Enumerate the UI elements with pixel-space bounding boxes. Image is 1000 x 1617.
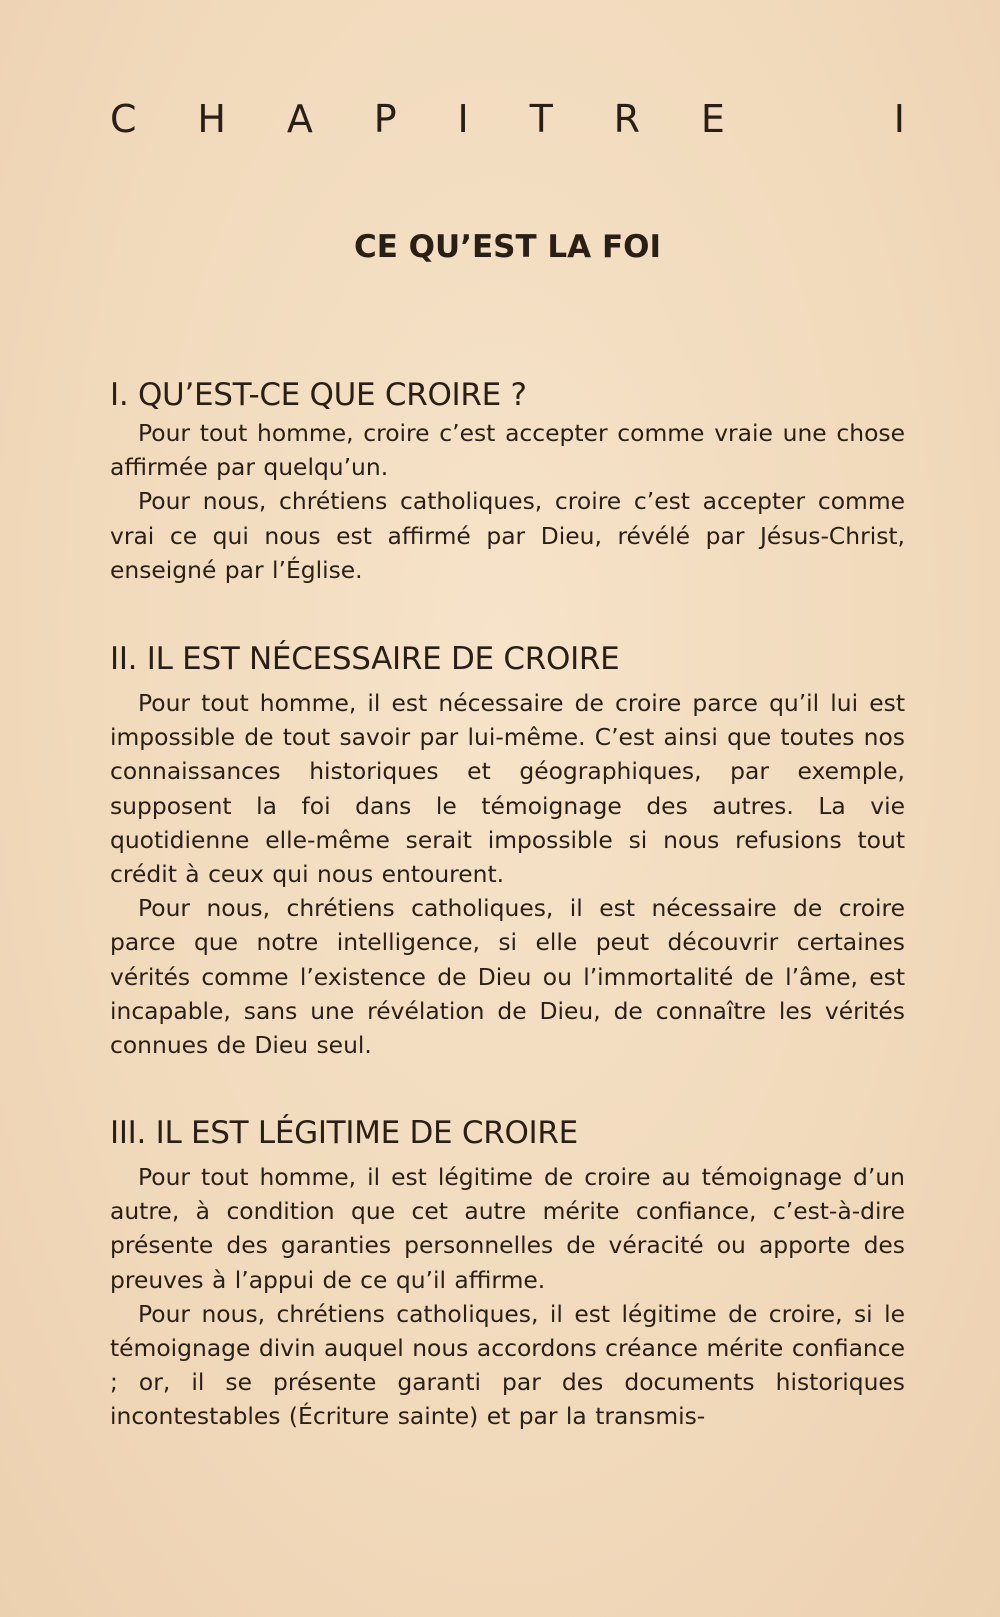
section-heading: I. QU’EST-CE QUE CROIRE ? (110, 377, 527, 413)
chapter-letter: C (110, 97, 137, 141)
paragraph: Pour nous, chrétiens catholiques, il est légitime de croire, si le témoignage divin auquel nous accordons créance mérite confiance ; or, il se présente garanti par des documents historiques incontestables (Écriture sainte) et par la transmis- (110, 1299, 905, 1431)
paragraph: Pour tout homme, il est nécessaire de croire parce qu’il lui est impossible de tout savoir par lui-même. C’est ainsi que toutes nos connaissances historiques et géographiques, par exemple, supposent la foi dans le témoignage des autres. La vie quotidienne elle-même serait impossible si nous refusions tout crédit à ceux qui nous entourent. (110, 689, 905, 889)
chapter-title: CE QU’EST LA FOI (353, 229, 662, 265)
section-necessary-to-believe (110, 640, 905, 1062)
chapter-heading (110, 97, 905, 141)
chapter-number: I (893, 97, 905, 141)
chapter-letter: T (529, 97, 553, 141)
section-heading: II. IL EST NÉCESSAIRE DE CROIRE (110, 641, 620, 677)
section-heading: III. IL EST LÉGITIME DE CROIRE (110, 1115, 578, 1151)
section-legitimate-to-believe (110, 1114, 905, 1434)
section-what-is-believing (110, 376, 905, 587)
paragraph: Pour nous, chrétiens catholiques, croire c’est accepter comme vrai ce qui nous est affirmé par Dieu, révélé par Jésus-Christ, enseigné par l’Église. (110, 487, 905, 584)
chapter-word (110, 97, 725, 141)
paragraph: Pour tout homme, il est légitime de croire au témoignage d’un autre, à condition que cet autre mérite confiance, c’est-à-dire présente des garanties personnelles de véracité ou apporte des preuves à l’appui de ce qu’il affirme. (110, 1163, 905, 1294)
paragraph: Pour nous, chrétiens catholiques, il est nécessaire de croire parce que notre intelligence, si elle peut découvrir certaines vérités comme l’existence de Dieu ou l’immortalité de l’âme, est incapable, sans une révélation de Dieu, de connaître les vérités connues de Dieu seul. (110, 894, 905, 1060)
book-page (110, 0, 905, 1617)
chapter-letter: A (286, 97, 313, 141)
paragraph: Pour tout homme, croire c’est accepter comme vraie une chose affirmée par quelqu’un. (110, 419, 905, 482)
chapter-letter: P (373, 97, 397, 141)
chapter-letter: I (457, 97, 469, 141)
chapter-letter: E (700, 97, 725, 141)
chapter-letter: R (613, 97, 641, 141)
chapter-letter: H (197, 97, 226, 141)
